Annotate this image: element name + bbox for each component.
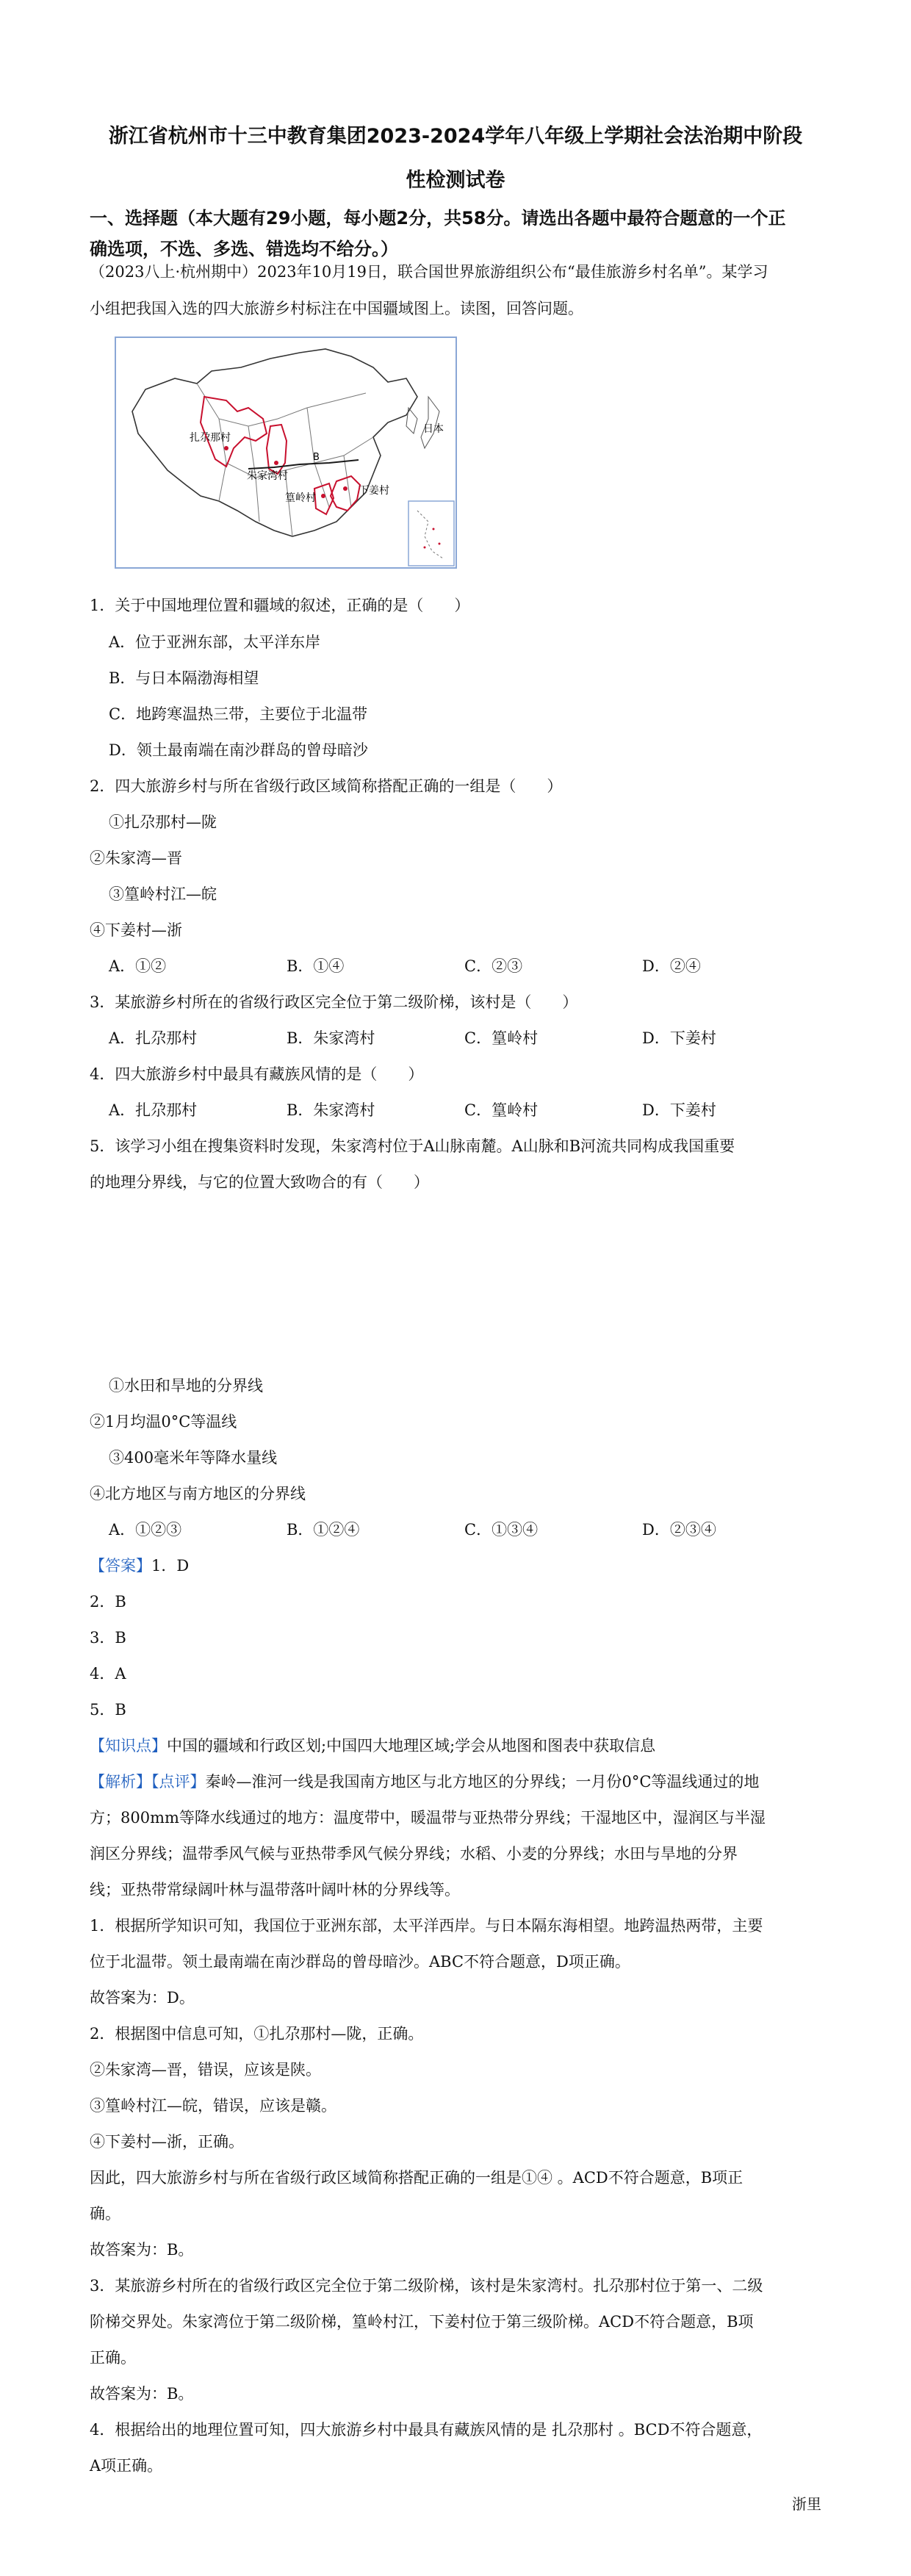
china-map-svg [116, 338, 455, 567]
intro-line2: 小组把我国入选的四大旅游乡村标注在中国疆域图上。读图，回答问题。 [90, 300, 583, 317]
q2-item-1: ①扎尕那村—陇 [109, 813, 217, 831]
q2-item-4: ④下姜村—浙 [90, 921, 182, 939]
section-heading-line2: 确选项，不选、多选、错选均不给分。） [90, 239, 398, 259]
exp3-line2: 阶梯交界处。朱家湾位于第二级阶梯，篁岭村江，下姜村位于第三级阶梯。ACD不符合题意，B项 [90, 2313, 754, 2331]
marker-xiajiang [343, 486, 348, 491]
analysis-tag: 【解析】 [90, 1773, 151, 1791]
knowledge-line [90, 1734, 655, 1756]
map-label-b: B [313, 452, 320, 463]
knowledge-tag: 【知识点】 [90, 1737, 167, 1755]
map-label-huangling: 篁岭村 [285, 492, 316, 504]
marker-huangling [321, 494, 325, 498]
answer-tag: 【答案】 [90, 1557, 151, 1575]
q5-stem-line2: 的地理分界线，与它的位置大致吻合的有（ ） [90, 1173, 429, 1191]
map-label-zhagana: 扎尕那村 [190, 432, 231, 444]
china-map-figure [115, 337, 457, 569]
q1-option-a: A．位于亚洲东部，太平洋东岸 [109, 633, 321, 651]
exam-title-line1: 浙江省杭州市十三中教育集团2023-2024学年八年级上学期社会法治期中阶段 [108, 125, 803, 148]
q2-option-c: C．②③ [464, 957, 523, 975]
q4-stem: 4．四大旅游乡村中最具有藏族风情的是（ ） [90, 1065, 424, 1083]
q4-option-c: C．篁岭村 [464, 1101, 539, 1119]
analysis-text-1: 秦岭—淮河一线是我国南方地区与北方地区的分界线；一月份0°C等温线通过的地 [205, 1773, 760, 1791]
q5-item-4: ④北方地区与南方地区的分界线 [90, 1485, 306, 1503]
q5-item-2: ②1月均温0°C等温线 [90, 1413, 237, 1431]
analysis-line3: 润区分界线；温带季风气候与亚热带季风气候分界线；水稻、小麦的分界线；水田与旱地的分界 [90, 1845, 738, 1863]
exp2-line5: 因此，四大旅游乡村与所在省级行政区域简称搭配正确的一组是①④ 。ACD不符合题意，B项正 [90, 2169, 743, 2187]
page-footer: 浙里 [792, 2495, 821, 2513]
q5-option-c: C．①③④ [464, 1521, 539, 1539]
map-label-japan: 日本 [423, 423, 444, 435]
analysis-line1 [90, 1770, 759, 1792]
q2-item-3: ③篁岭村江—皖 [109, 885, 217, 903]
intro-line1: （2023八上·杭州期中）2023年10月19日，联合国世界旅游组织公布“最佳旅游乡村名单”。某学习 [90, 263, 768, 281]
analysis-line4: 线；亚热带常绿阔叶林与温带落叶阔叶林的分界线等。 [90, 1881, 460, 1899]
marker-zhagana [224, 446, 228, 450]
q5-option-a: A．①②③ [109, 1521, 182, 1539]
comment-tag: 【点评】 [151, 1773, 206, 1791]
exp3-line1: 3．某旅游乡村所在的省级行政区完全位于第二级阶梯，该村是朱家湾村。扎尕那村位于第一、二级 [90, 2277, 763, 2295]
answer-3: 3．B [90, 1629, 126, 1647]
knowledge-text: 中国的疆域和行政区划;中国四大地理区域;学会从地图和图表中获取信息 [167, 1737, 656, 1755]
q5-option-d: D．②③④ [642, 1521, 716, 1539]
q2-option-d: D．②④ [642, 957, 701, 975]
exp4-line2: A项正确。 [90, 2457, 163, 2475]
q4-option-a: A．扎尕那村 [109, 1101, 198, 1119]
answer-line [90, 1554, 189, 1576]
exp2-line3: ③篁岭村江—皖，错误，应该是赣。 [90, 2097, 336, 2115]
q1-stem: 1．关于中国地理位置和疆域的叙述，正确的是（ ） [90, 597, 470, 614]
exp1-answer: 故答案为：D。 [90, 1989, 195, 2007]
q4-option-b: B．朱家湾村 [287, 1101, 375, 1119]
exp1-line1: 1．根据所学知识可知，我国位于亚洲东部，太平洋西岸。与日本隔东海相望。地跨温热两带，主要 [90, 1917, 763, 1935]
q2-stem: 2．四大旅游乡村与所在省级行政区域简称搭配正确的一组是（ ） [90, 777, 563, 795]
river-b-line [248, 460, 359, 469]
q2-option-a: A．①② [109, 957, 167, 975]
exp3-line3: 正确。 [90, 2349, 136, 2367]
exp2-line1: 2．根据图中信息可知，①扎尕那村—陇，正确。 [90, 2025, 424, 2043]
exp2-line2: ②朱家湾—晋，错误，应该是陕。 [90, 2061, 321, 2079]
exp2-line6: 确。 [90, 2205, 120, 2223]
exp3-answer: 故答案为：B。 [90, 2385, 194, 2403]
q3-option-d: D．下姜村 [642, 1029, 716, 1047]
highlight-zhejiang-jiangxi [331, 476, 360, 511]
exp4-line1: 4．根据给出的地理位置可知，四大旅游乡村中最具有藏族风情的是 扎尕那村 。BCD不符合题意， [90, 2421, 763, 2439]
q2-item-2: ②朱家湾—晋 [90, 849, 182, 867]
q2-option-b: B．①④ [287, 957, 345, 975]
q1-option-b: B．与日本隔渤海相望 [109, 669, 259, 687]
q1-option-c: C．地跨寒温热三带，主要位于北温带 [109, 705, 368, 723]
q4-option-d: D．下姜村 [642, 1101, 716, 1119]
exam-title-line2: 性检测试卷 [406, 169, 505, 192]
q5-stem-line1: 5．该学习小组在搜集资料时发现，朱家湾村位于A山脉南麓。A山脉和B河流共同构成我国重要 [90, 1137, 735, 1155]
map-label-zhujiawan: 朱家湾村 [247, 470, 288, 482]
map-label-xiajiang: 下姜村 [359, 485, 389, 497]
marker-zhujiawan [274, 461, 278, 465]
q1-option-d: D．领土最南端在南沙群岛的曾母暗沙 [109, 741, 368, 759]
q5-option-b: B．①②④ [287, 1521, 360, 1539]
answer-2: 2．B [90, 1593, 126, 1611]
q3-option-c: C．篁岭村 [464, 1029, 539, 1047]
answer-1: 1．D [151, 1557, 190, 1575]
analysis-line2: 方；800mm等降水线通过的地方：温度带中，暖温带与亚热带分界线；干湿地区中，湿润区与半湿 [90, 1809, 766, 1827]
exp2-answer: 故答案为：B。 [90, 2241, 194, 2259]
q3-option-a: A．扎尕那村 [109, 1029, 198, 1047]
exp2-line4: ④下姜村—浙，正确。 [90, 2133, 244, 2151]
q3-stem: 3．某旅游乡村所在的省级行政区完全位于第二级阶梯，该村是（ ） [90, 993, 578, 1011]
q5-item-1: ①水田和旱地的分界线 [109, 1377, 263, 1395]
answer-5: 5．B [90, 1701, 126, 1719]
q3-option-b: B．朱家湾村 [287, 1029, 375, 1047]
q5-item-3: ③400毫米年等降水量线 [109, 1449, 278, 1467]
section-heading-line1: 一、选择题（本大题有29小题，每小题2分，共58分。请选出各题中最符合题意的一个正 [90, 208, 786, 229]
south-china-sea-inset [408, 501, 454, 566]
exp1-line2: 位于北温带。领土最南端在南沙群岛的曾母暗沙。ABC不符合题意，D项正确。 [90, 1953, 630, 1971]
answer-4: 4．A [90, 1665, 126, 1683]
china-outline [132, 349, 417, 536]
